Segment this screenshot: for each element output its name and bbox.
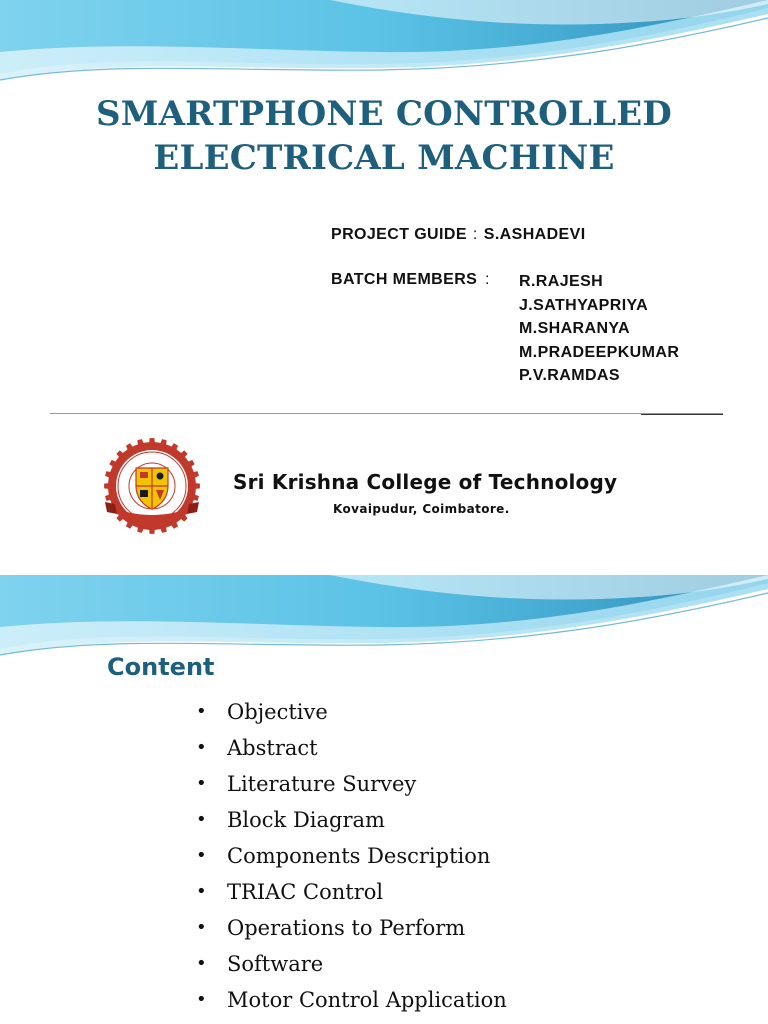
title-line-2: ELECTRICAL MACHINE [153,138,615,178]
guide-name: S.ASHADEVI [483,226,586,243]
bullet-icon: • [196,809,207,830]
bullet-icon: • [196,845,207,866]
list-item-label: Motor Control Application [227,988,507,1012]
bullet-icon: • [196,773,207,794]
list-item-label: Literature Survey [227,772,417,796]
list-item [196,838,507,874]
list-item [196,874,507,910]
list-item-label: Abstract [227,736,318,760]
list-item [196,946,507,982]
college-name: Sri Krishna College of Technology [233,470,618,494]
member-name: J.SATHYAPRIYA [519,296,649,314]
guide-separator: : [472,226,478,243]
title-line-1: SMARTPHONE CONTROLLED [95,94,672,134]
guide-label: PROJECT GUIDE [331,226,467,243]
content-list [196,694,507,1018]
content-slide [0,575,768,1024]
gear-tooth [104,483,110,489]
gear-tooth [149,528,155,534]
list-item [196,910,507,946]
member-name: M.SHARANYA [519,320,630,337]
list-item-label: Software [227,952,324,976]
member-name: M.PRADEEPKUMAR [519,343,680,361]
college-location: Kovaipudur, Coimbatore. [333,502,510,516]
list-item-label: Objective [227,700,328,724]
bullet-icon: • [196,989,207,1010]
project-guide-row [331,226,586,244]
header-wave-decoration [0,0,768,90]
list-item-label: Components Description [227,844,491,868]
list-item [196,694,507,730]
list-item [196,730,507,766]
bullet-icon: • [196,953,207,974]
list-item [196,982,507,1018]
divider-line [50,413,723,414]
batch-members-label: BATCH MEMBERS [331,271,478,288]
list-item-label: Operations to Perform [227,916,466,940]
member-name: R.RAJESH [519,273,604,290]
batch-separator: : [485,271,490,288]
list-item [196,766,507,802]
batch-members-list [519,270,679,388]
header-wave-decoration [0,575,768,665]
list-item-label: Block Diagram [227,808,385,832]
list-item [196,802,507,838]
gear-tooth [149,438,155,444]
content-title: Content [107,653,215,681]
member-name: P.V.RAMDAS [519,367,620,384]
list-item-label: TRIAC Control [227,880,384,904]
bullet-icon: • [196,917,207,938]
divider-accent-line [641,414,723,415]
bullet-icon: • [196,881,207,902]
bullet-icon: • [196,737,207,758]
slide-title [0,92,768,180]
bullet-icon: • [196,701,207,722]
college-crest-icon [95,430,209,542]
slide-separator [0,568,768,575]
gear-tooth [194,483,200,489]
